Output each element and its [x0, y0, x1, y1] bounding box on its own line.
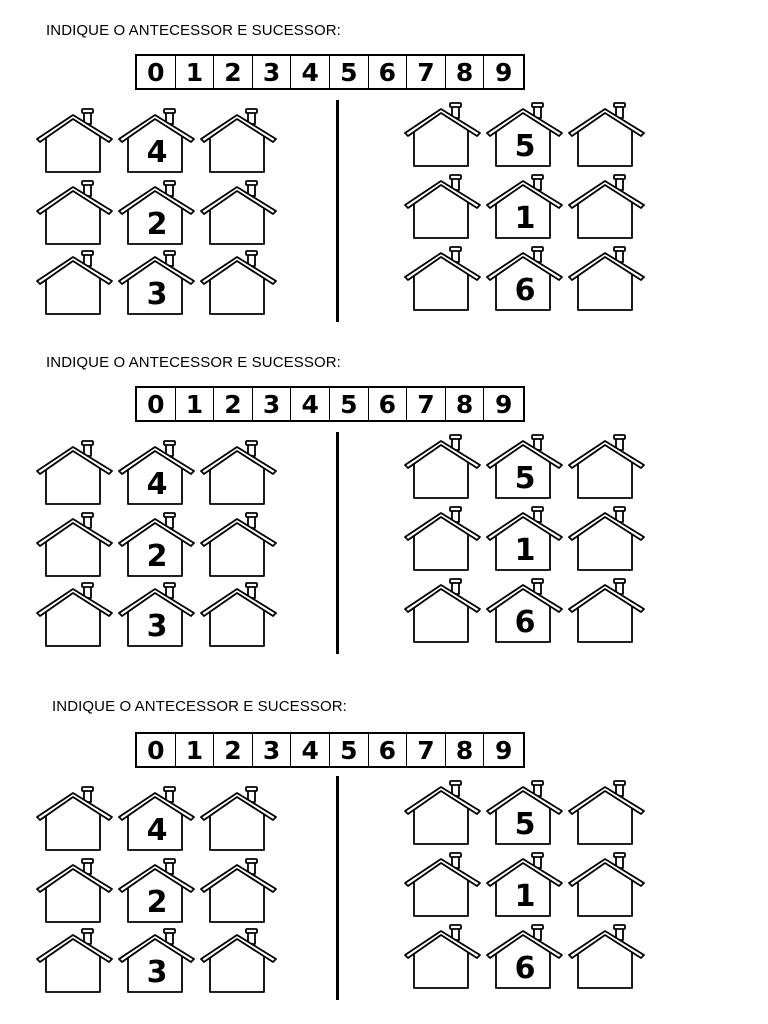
- house-blank-predecessor[interactable]: [36, 858, 114, 928]
- number-line-cell: 3: [253, 56, 292, 88]
- number-line-cell: 3: [253, 388, 292, 420]
- house-icon: [36, 582, 114, 652]
- given-number: 4: [146, 135, 168, 170]
- given-number: 2: [146, 885, 168, 920]
- house-given-number: [118, 858, 196, 928]
- house-given-number: [486, 506, 564, 576]
- number-line-cell: 2: [214, 388, 253, 420]
- given-number: 4: [146, 467, 168, 502]
- house-given-number: [486, 780, 564, 850]
- number-line-cell: 1: [176, 56, 215, 88]
- given-number: 6: [514, 273, 536, 308]
- house-given-number: [486, 434, 564, 504]
- house-icon: [36, 858, 114, 928]
- house-given-number: [486, 174, 564, 244]
- house-blank-predecessor[interactable]: [36, 928, 114, 998]
- house-given-number: [486, 578, 564, 648]
- house-icon: [404, 924, 482, 994]
- number-line-cell: 9: [494, 735, 513, 765]
- house-blank-predecessor[interactable]: [36, 582, 114, 652]
- number-line-cell: 6: [369, 56, 408, 88]
- house-icon: [404, 246, 482, 316]
- house-icon: [404, 852, 482, 922]
- house-blank-successor[interactable]: [200, 582, 278, 652]
- house-icon: [200, 180, 278, 250]
- house-icon: [568, 434, 646, 504]
- house-blank-predecessor[interactable]: [404, 506, 482, 576]
- section-divider: [336, 776, 339, 1000]
- house-blank-successor[interactable]: [568, 578, 646, 648]
- house-given-number: [486, 924, 564, 994]
- given-number: 4: [146, 813, 168, 848]
- house-icon: [568, 506, 646, 576]
- house-blank-successor[interactable]: [568, 174, 646, 244]
- house-blank-successor[interactable]: [200, 786, 278, 856]
- house-given-number: [486, 246, 564, 316]
- section-title: INDIQUE O ANTECESSOR E SUCESSOR:: [52, 698, 347, 715]
- house-blank-predecessor[interactable]: [404, 578, 482, 648]
- house-blank-predecessor[interactable]: [36, 180, 114, 250]
- given-number: 3: [146, 277, 168, 312]
- number-line-cell: 5: [330, 734, 369, 766]
- given-number: 1: [514, 201, 536, 236]
- house-icon: [200, 786, 278, 856]
- number-line-cell: 9: [494, 57, 513, 87]
- house-icon: [568, 578, 646, 648]
- house-icon: [200, 858, 278, 928]
- number-line-cell: 7: [407, 56, 446, 88]
- given-number: 1: [514, 879, 536, 914]
- house-icon: [568, 174, 646, 244]
- given-number: 2: [146, 207, 168, 242]
- house-icon: [200, 512, 278, 582]
- house-blank-successor[interactable]: [568, 434, 646, 504]
- number-line-cell: 1: [176, 734, 215, 766]
- number-line: [135, 732, 525, 768]
- number-line-cell: 7: [407, 734, 446, 766]
- house-blank-successor[interactable]: [568, 102, 646, 172]
- house-blank-predecessor[interactable]: [404, 780, 482, 850]
- number-line-cell: 4: [291, 388, 330, 420]
- house-given-number: [118, 180, 196, 250]
- house-given-number: [118, 928, 196, 998]
- house-given-number: [118, 786, 196, 856]
- number-line: [135, 54, 525, 90]
- house-blank-predecessor[interactable]: [36, 440, 114, 510]
- given-number: 5: [514, 807, 536, 842]
- house-blank-predecessor[interactable]: [404, 852, 482, 922]
- house-icon: [404, 434, 482, 504]
- house-icon: [568, 780, 646, 850]
- house-given-number: [486, 102, 564, 172]
- house-blank-successor[interactable]: [200, 180, 278, 250]
- house-blank-predecessor[interactable]: [404, 246, 482, 316]
- number-line-cell: 6: [369, 388, 408, 420]
- house-blank-successor[interactable]: [200, 108, 278, 178]
- house-blank-successor[interactable]: [200, 858, 278, 928]
- house-icon: [200, 108, 278, 178]
- given-number: 6: [514, 951, 536, 986]
- house-blank-predecessor[interactable]: [404, 174, 482, 244]
- house-icon: [404, 174, 482, 244]
- house-blank-successor[interactable]: [568, 780, 646, 850]
- house-given-number: [118, 512, 196, 582]
- house-given-number: [486, 852, 564, 922]
- exercise-section-3: [0, 684, 768, 1014]
- house-given-number: [118, 108, 196, 178]
- section-title: INDIQUE O ANTECESSOR E SUCESSOR:: [46, 354, 341, 371]
- house-blank-successor[interactable]: [568, 924, 646, 994]
- exercise-section-2: [0, 332, 768, 662]
- house-given-number: [118, 440, 196, 510]
- house-blank-successor[interactable]: [200, 250, 278, 320]
- house-icon: [404, 578, 482, 648]
- house-blank-successor[interactable]: [200, 928, 278, 998]
- house-blank-successor[interactable]: [568, 852, 646, 922]
- house-icon: [568, 852, 646, 922]
- house-icon: [200, 582, 278, 652]
- section-title: INDIQUE O ANTECESSOR E SUCESSOR:: [46, 22, 341, 39]
- section-divider: [336, 432, 339, 654]
- house-icon: [36, 440, 114, 510]
- number-line: [135, 386, 525, 422]
- given-number: 2: [146, 539, 168, 574]
- house-icon: [36, 786, 114, 856]
- house-icon: [404, 506, 482, 576]
- number-line-cell: 7: [407, 388, 446, 420]
- number-line-cell: 2: [214, 734, 253, 766]
- house-blank-predecessor[interactable]: [36, 108, 114, 178]
- number-line-cell: 3: [253, 734, 292, 766]
- number-line-cell: 8: [446, 388, 485, 420]
- number-line-cell: 8: [446, 734, 485, 766]
- given-number: 6: [514, 605, 536, 640]
- number-line-cell: 0: [137, 388, 176, 420]
- given-number: 3: [146, 955, 168, 990]
- house-blank-predecessor[interactable]: [404, 434, 482, 504]
- house-blank-successor[interactable]: [200, 512, 278, 582]
- house-blank-predecessor[interactable]: [36, 250, 114, 320]
- number-line-cell: 5: [330, 388, 369, 420]
- house-icon: [568, 246, 646, 316]
- house-blank-predecessor[interactable]: [36, 512, 114, 582]
- house-icon: [200, 928, 278, 998]
- given-number: 5: [514, 461, 536, 496]
- house-blank-successor[interactable]: [568, 506, 646, 576]
- house-icon: [36, 108, 114, 178]
- house-blank-successor[interactable]: [200, 440, 278, 510]
- house-given-number: [118, 250, 196, 320]
- number-line-cell: 5: [330, 56, 369, 88]
- house-icon: [568, 102, 646, 172]
- given-number: 5: [514, 129, 536, 164]
- house-given-number: [118, 582, 196, 652]
- number-line-cell: 0: [137, 56, 176, 88]
- number-line-cell: 4: [291, 56, 330, 88]
- given-number: 1: [514, 533, 536, 568]
- house-icon: [36, 512, 114, 582]
- house-icon: [568, 924, 646, 994]
- house-blank-successor[interactable]: [568, 246, 646, 316]
- house-icon: [36, 928, 114, 998]
- house-icon: [404, 780, 482, 850]
- house-blank-predecessor[interactable]: [36, 786, 114, 856]
- house-icon: [36, 250, 114, 320]
- house-blank-predecessor[interactable]: [404, 102, 482, 172]
- number-line-cell: 6: [369, 734, 408, 766]
- number-line-cell: 0: [137, 734, 176, 766]
- house-icon: [200, 250, 278, 320]
- given-number: 3: [146, 609, 168, 644]
- house-icon: [36, 180, 114, 250]
- number-line-cell: 8: [446, 56, 485, 88]
- number-line-cell: 2: [214, 56, 253, 88]
- number-line-cell: 9: [494, 389, 513, 419]
- number-line-cell: 4: [291, 734, 330, 766]
- exercise-section-1: [0, 0, 768, 330]
- house-icon: [200, 440, 278, 510]
- section-divider: [336, 100, 339, 322]
- number-line-cell: 1: [176, 388, 215, 420]
- house-icon: [404, 102, 482, 172]
- house-blank-predecessor[interactable]: [404, 924, 482, 994]
